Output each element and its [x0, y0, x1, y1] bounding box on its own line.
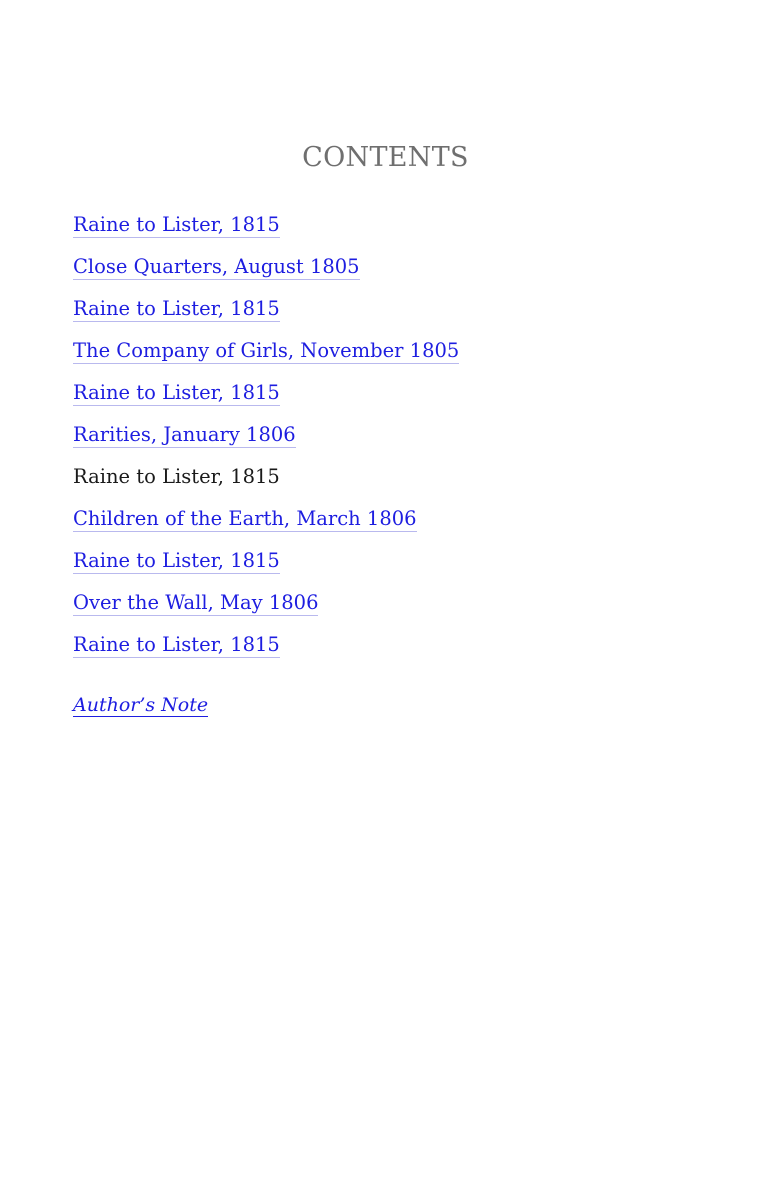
toc-item-current — [73, 460, 459, 502]
authors-note-link[interactable]: Author’s Note — [73, 694, 209, 716]
toc-item — [73, 628, 459, 670]
table-of-contents — [73, 208, 459, 670]
toc-item — [73, 418, 459, 460]
toc-link[interactable]: Rarities, January 1806 — [73, 423, 296, 446]
toc-item — [73, 502, 459, 544]
toc-link[interactable]: Raine to Lister, 1815 — [73, 633, 280, 656]
contents-heading: CONTENTS — [302, 142, 469, 173]
toc-link[interactable]: Raine to Lister, 1815 — [73, 213, 280, 236]
toc-link[interactable]: Raine to Lister, 1815 — [73, 549, 280, 572]
toc-item — [73, 376, 459, 418]
toc-item — [73, 208, 459, 250]
toc-link[interactable]: Over the Wall, May 1806 — [73, 591, 319, 614]
toc-link[interactable]: The Company of Girls, November 1805 — [73, 339, 460, 362]
authors-note-item — [73, 694, 208, 716]
toc-link[interactable]: Raine to Lister, 1815 — [73, 381, 280, 404]
toc-item — [73, 334, 459, 376]
toc-item — [73, 544, 459, 586]
toc-link[interactable]: Children of the Earth, March 1806 — [73, 507, 417, 530]
toc-link[interactable]: Close Quarters, August 1805 — [73, 255, 360, 278]
toc-item — [73, 250, 459, 292]
toc-current-entry: Raine to Lister, 1815 — [73, 465, 280, 488]
toc-link[interactable]: Raine to Lister, 1815 — [73, 297, 280, 320]
toc-item — [73, 586, 459, 628]
toc-item — [73, 292, 459, 334]
